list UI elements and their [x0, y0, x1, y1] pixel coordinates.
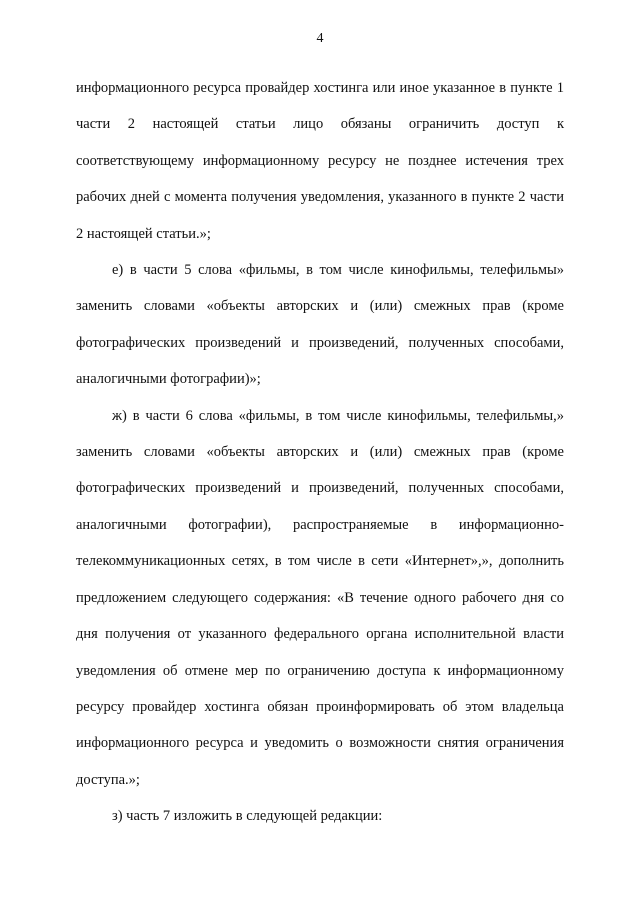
page-number: 4: [316, 31, 324, 46]
paragraph-item-zh: ж) в части 6 слова «фильмы, в том числе кинофильмы, телефильмы,» заменить словами «объекты авторских и (или) смежных прав (кроме фотографических произведений и произведений, полученных способами, аналогичными фотографии), распространяемые в информационно-телекоммуникационных сетях, в том числе в сети «Интернет»,», дополнить предложением следующего содержания: «В течение одного рабочего дня со дня получения от указанного федерального органа исполнительной власти уведомления об отмене мер по ограничению доступа к информационному ресурсу провайдер хостинга обязан проинформировать об этом владельца информационного ресурса и уведомить о возможности снятия ограничения доступа.»;: [76, 407, 564, 788]
paragraph-continuation: информационного ресурса провайдер хостинга или иное указанное в пункте 1 части 2 настоящей статьи лицо обязаны ограничить доступ к соответствующему информационному ресурсу не позднее истечения трех рабочих дней с момента получения уведомления, указанного в пункте 2 части 2 настоящей статьи.»;: [76, 80, 564, 242]
paragraph-item-e: е) в части 5 слова «фильмы, в том числе кинофильмы, телефильмы» заменить словами «объекты авторских и (или) смежных прав (кроме фотографических произведений и произведений, полученных способами, аналогичными фотографии)»;: [76, 262, 564, 388]
paragraph-item-z: з) часть 7 изложить в следующей редакции:: [112, 808, 383, 825]
document-body: [76, 70, 564, 835]
